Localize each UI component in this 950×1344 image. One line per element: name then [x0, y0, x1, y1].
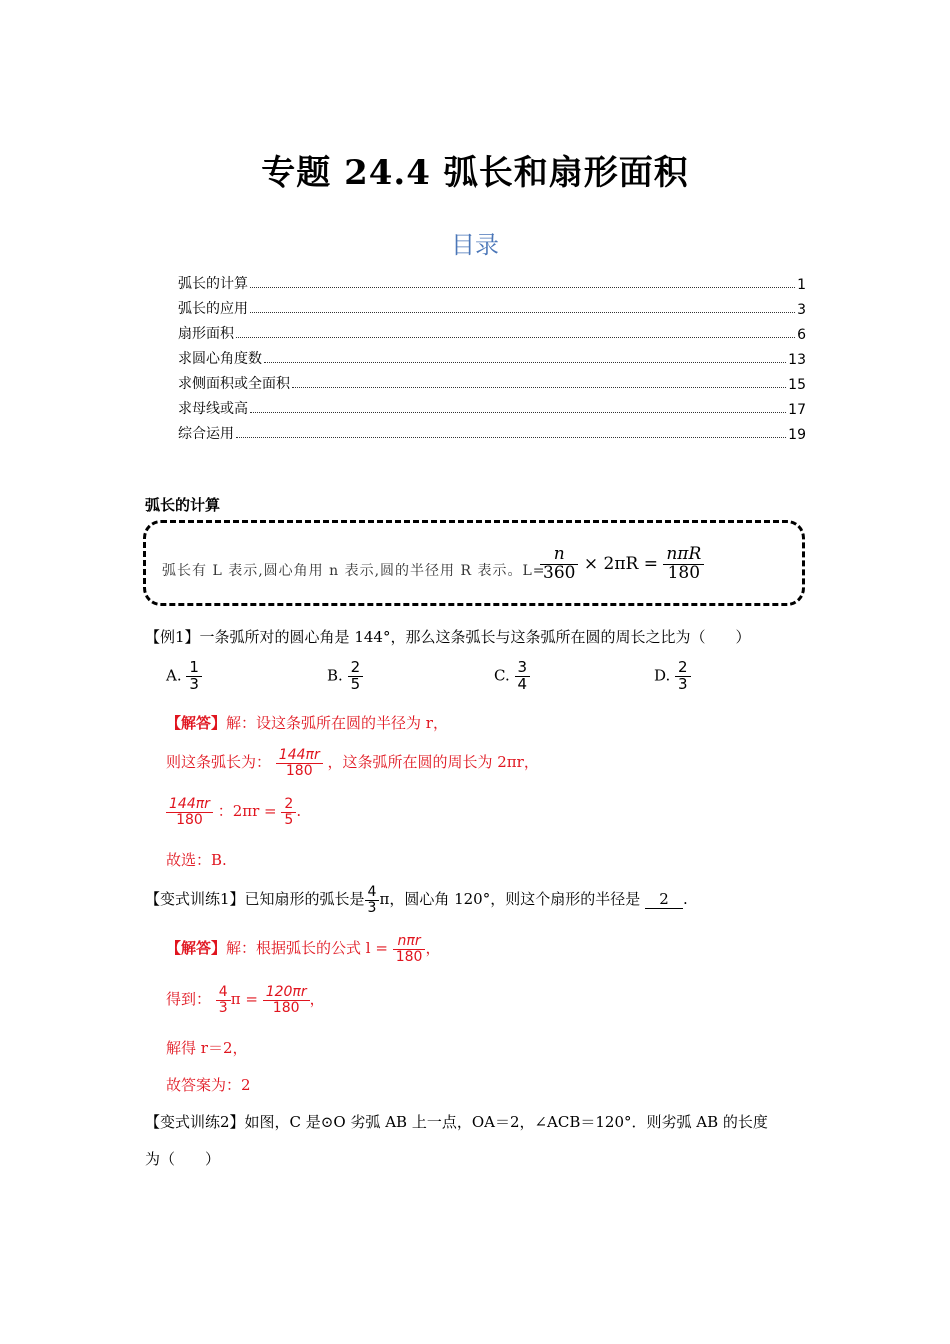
- variant1-answer-line2: 得到： $\frac{4}{3}$ π = $\frac{120\pi r}{180}$ ，: [166, 984, 325, 1016]
- arc-length-formula: $\frac{n}{360}$ × 2πR = $\frac{\text{nπR}}{180}$: [540, 546, 704, 583]
- option-c: C. $\frac{3}{4}$: [494, 660, 530, 693]
- variant2-question-line1: 【变式训练2】如图，C 是⊙O 劣弧 AB 上一点，OA＝2，∠ACB＝120°．则劣弧 AB 的长度: [145, 1113, 768, 1131]
- section-heading: 弧长的计算: [145, 496, 221, 514]
- toc-item[interactable]: 弧长的计算 1: [178, 276, 806, 293]
- variant1-answer-line3: 解得 r＝2，: [166, 1039, 248, 1057]
- toc-item[interactable]: 综合运用 19: [178, 426, 806, 443]
- option-a: A. $\frac{1}{3}$: [166, 660, 202, 693]
- page-title: 专题 24.4 弧长和扇形面积: [261, 153, 689, 193]
- option-b: B. $\frac{2}{5}$: [327, 660, 363, 693]
- example1-answer-line3: $\frac{144\pi r}{180}$ ：2πr = $\frac{2}{5}$ .: [166, 797, 301, 827]
- toc-item[interactable]: 求圆心角度数 13: [178, 351, 806, 368]
- formula-description: 弧长有 L 表示,圆心角用 n 表示,圆的半径用 R 表示。L=: [162, 563, 546, 579]
- toc-item[interactable]: 弧长的应用 3: [178, 301, 806, 318]
- variant1-answer-line4: 故答案为：2: [166, 1076, 251, 1094]
- toc-item[interactable]: 求侧面积或全面积 15: [178, 376, 806, 393]
- example1-answer-line4: 故选：B.: [166, 851, 227, 869]
- table-of-contents: [178, 268, 806, 443]
- answer-blank: 2: [645, 890, 683, 909]
- example1-answer-line1: 【解答】解：设这条弧所在圆的半径为 r，: [166, 714, 448, 732]
- variant1-question: 【变式训练1】已知扇形的弧长是 $\frac{4}{3}$ π，圆心角 120°，则这个扇形的半径是 2 .: [145, 884, 688, 916]
- variant2-question-line2: 为（ ）: [145, 1150, 221, 1168]
- variant1-answer-line1: 【解答】解：根据弧长的公式 l = $\frac{\text{nπr}}{180}$ ，: [166, 933, 441, 965]
- option-d: D. $\frac{2}{3}$: [654, 660, 691, 693]
- toc-item[interactable]: 扇形面积 6: [178, 326, 806, 343]
- example1-question: 【例1】一条弧所对的圆心角是 144°，那么这条弧长与这条弧所在圆的周长之比为（ ）: [145, 628, 751, 646]
- example1-answer-line2: 则这条弧长为： $\frac{144\pi r}{180}$ ，这条弧所在圆的周长为 2πr，: [166, 747, 539, 779]
- toc-heading: 目录: [451, 231, 499, 259]
- toc-item[interactable]: 求母线或高 17: [178, 401, 806, 418]
